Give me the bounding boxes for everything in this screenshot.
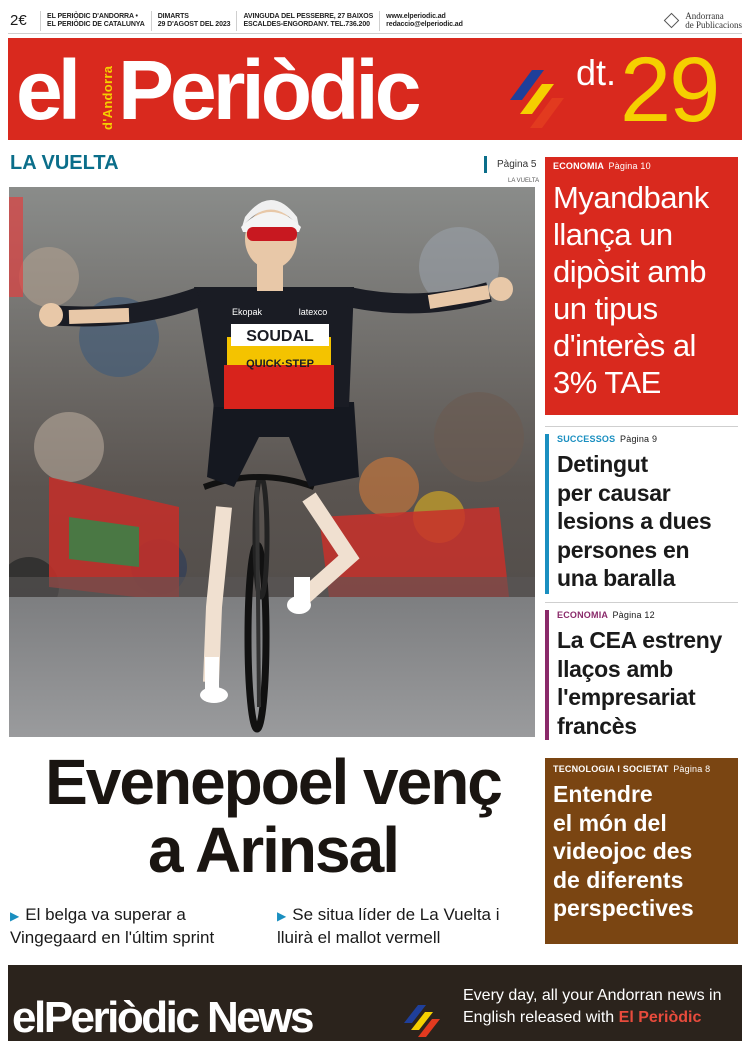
title-line: una baralla bbox=[557, 565, 676, 591]
title-line: persones en bbox=[557, 536, 690, 563]
jersey-sponsor-text: QUICK·STEP bbox=[246, 358, 314, 370]
logo-periodic: Periòdic bbox=[118, 43, 418, 137]
sidebar-story-title bbox=[557, 450, 738, 593]
bullet-triangle-icon: ▶ bbox=[277, 909, 287, 923]
sidebar-story-title bbox=[553, 179, 730, 401]
sidebar-divider bbox=[545, 602, 738, 603]
edition-line-2: EL PERIÒDIC DE CATALUNYA bbox=[47, 20, 145, 28]
title-line: llança un bbox=[553, 217, 673, 252]
category-name: ECONOMIA bbox=[557, 610, 608, 620]
sidebar-category bbox=[553, 764, 730, 774]
category-name: SUCCESSOS bbox=[557, 434, 616, 444]
title-line: d'interès al bbox=[553, 328, 696, 363]
section-title: LA VUELTA bbox=[10, 152, 119, 174]
title-line: francès bbox=[557, 712, 637, 739]
main-headline-line-2: a Arinsal bbox=[148, 814, 398, 886]
title-line: 3% TAE bbox=[553, 365, 661, 400]
sidebar-category bbox=[557, 610, 738, 620]
address-info bbox=[236, 11, 379, 31]
bullet-2-line-1: Se situa líder de La Vuelta i bbox=[292, 905, 500, 924]
banner-brand: El Periòdic bbox=[618, 1009, 702, 1026]
logo-dandorra: d'Andorra bbox=[100, 65, 115, 130]
web-info bbox=[379, 11, 469, 31]
title-line: Entendre bbox=[553, 781, 653, 807]
category-page: Pàgina 12 bbox=[612, 610, 655, 620]
main-headline[interactable] bbox=[10, 748, 536, 884]
banner-logo: elPeriòdic News bbox=[12, 993, 312, 1042]
category-page: Pàgina 10 bbox=[608, 161, 651, 171]
title-line: perspectives bbox=[553, 895, 694, 921]
banner-line-2: English released with bbox=[463, 1009, 615, 1026]
sidebar-category bbox=[557, 434, 738, 444]
category-name: TECNOLOGIA I SOCIETAT bbox=[553, 764, 669, 774]
publisher-logo bbox=[666, 12, 742, 30]
sidebar-story-title bbox=[557, 626, 738, 740]
date-info bbox=[151, 11, 237, 31]
day-number: 29 bbox=[620, 39, 719, 141]
category-page: Pàgina 8 bbox=[673, 764, 711, 774]
title-line: videojoc des bbox=[553, 838, 693, 864]
andorra-flag-icon bbox=[400, 1005, 442, 1037]
title-line: lesions a dues bbox=[557, 508, 712, 534]
website-link[interactable]: www.elperiodic.ad bbox=[386, 12, 446, 20]
banner-line-1: Every day, all your Andorran news in bbox=[463, 987, 722, 1004]
email-link[interactable]: redaccio@elperiodic.ad bbox=[386, 20, 463, 28]
publisher-diamond-icon bbox=[664, 13, 680, 29]
logo-el: el bbox=[16, 43, 77, 137]
title-line: La CEA estreny bbox=[557, 627, 722, 653]
bullet-2-line-2: lluirà el mallot vermell bbox=[277, 928, 441, 947]
category-name: ECONOMIA bbox=[553, 161, 604, 171]
full-date: 29 D'AGOST DEL 2023 bbox=[157, 20, 231, 28]
title-line: dipòsit amb bbox=[553, 254, 707, 289]
edition-line-1: EL PERIÒDIC D'ANDORRA • bbox=[47, 12, 138, 20]
masthead bbox=[8, 38, 742, 140]
news-banner[interactable] bbox=[8, 965, 742, 1041]
sidebar-story-economia-1[interactable] bbox=[545, 157, 738, 415]
jersey-team-text: SOUDAL bbox=[246, 328, 314, 345]
sidebar-story-title bbox=[553, 780, 730, 923]
photo-credit: LA VUELTA bbox=[508, 178, 540, 184]
category-page: Pàgina 9 bbox=[620, 434, 658, 444]
title-line: un tipus bbox=[553, 291, 658, 326]
title-line: Myandbank bbox=[553, 180, 709, 215]
title-line: l'empresariat bbox=[557, 684, 696, 710]
weekday-abbrev: dt. bbox=[576, 52, 617, 93]
publisher-name-2: de Publicacions bbox=[685, 19, 742, 30]
sidebar-story-successos[interactable] bbox=[545, 434, 738, 594]
main-headline-line-1: Evenepoel venç bbox=[45, 746, 501, 818]
title-line: llaços amb bbox=[557, 655, 673, 682]
jersey-chest-left-text: Ekopak bbox=[231, 307, 263, 317]
edition-info bbox=[40, 11, 151, 31]
bullet-1 bbox=[10, 904, 214, 948]
bullet-1-line-2: Vingegaard en l'últim sprint bbox=[10, 928, 215, 947]
price: 2€ bbox=[10, 12, 27, 29]
title-line: el món del bbox=[553, 809, 667, 836]
address-line-1: AVINGUDA DEL PESSEBRE, 27 BAIXOS bbox=[243, 12, 374, 20]
bullet-1-line-1: El belga va superar a bbox=[25, 905, 186, 924]
sidebar-story-economia-2[interactable] bbox=[545, 610, 738, 740]
cyclist-illustration bbox=[9, 187, 535, 737]
title-line: per causar bbox=[557, 479, 671, 506]
title-line: de diferents bbox=[553, 866, 684, 893]
weekday: DIMARTS bbox=[157, 12, 189, 20]
jersey-chest-right-text: latexco bbox=[298, 307, 328, 317]
top-info-strip bbox=[8, 8, 742, 34]
sidebar-divider bbox=[545, 426, 738, 427]
publisher-name-1: Andorrana bbox=[685, 10, 724, 21]
section-page-ref[interactable]: Pàgina 5 bbox=[484, 156, 536, 173]
title-line: Detingut bbox=[557, 451, 648, 477]
banner-tagline bbox=[463, 985, 722, 1029]
andorra-flag-icon bbox=[502, 70, 564, 128]
address-line-2: ESCALDES-ENGORDANY. TEL.736.200 bbox=[243, 20, 370, 28]
cyclist-photo bbox=[9, 187, 535, 737]
bullet-2 bbox=[277, 904, 500, 948]
sidebar-category bbox=[553, 161, 730, 171]
bullet-triangle-icon: ▶ bbox=[10, 909, 20, 923]
sidebar-story-tecnologia[interactable] bbox=[545, 758, 738, 944]
